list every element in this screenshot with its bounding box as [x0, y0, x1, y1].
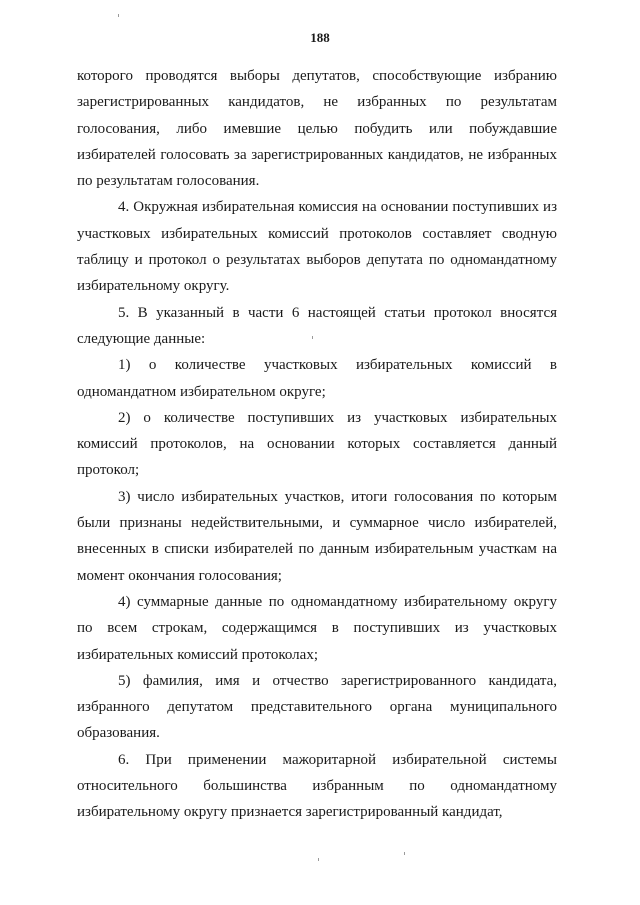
paragraph-subitem-4: 4) суммарные данные по одномандатному избирательному округу по всем строкам, содержащимся в поступивших из участковых избирательных комиссий протоколах; — [77, 593, 557, 663]
scan-speck — [404, 852, 405, 855]
paragraph-subitem-2: 2) о количестве поступивших из участковых избирательных комиссий протоколов, на основании которых составляется данный протокол; — [77, 409, 557, 479]
paragraph-subitem-5: 5) фамилия, имя и отчество зарегистрированного кандидата, избранного депутатом представительного органа муниципального образования. — [77, 672, 557, 742]
scan-speck — [118, 14, 119, 17]
paragraph-item-6: 6. При применении мажоритарной избирательной системы относительного большинства избранным по одномандатному избирательному округу признается зарегистрированный кандидат, — [77, 751, 557, 821]
document-body — [77, 63, 557, 826]
page-number: 188 — [310, 30, 330, 45]
paragraph-subitem-1: 1) о количестве участковых избирательных комиссий в одномандатном избирательном округе; — [77, 357, 557, 400]
paragraph-item-5: 5. В указанный в части 6 настоящей статьи протокол вносятся следующие данные: — [77, 304, 557, 347]
paragraph-continuation: которого проводятся выборы депутатов, способствующие избранию зарегистрированных кандидатов, не избранных по результатам голосования, либо имевшие целью побудить или побуждавшие избирателей голосовать за зарегистрированных кандидатов, не избранных по результатам голосования. — [77, 68, 557, 190]
scan-speck — [318, 858, 319, 861]
paragraph-item-4: 4. Окружная избирательная комиссия на основании поступивших из участковых избирательных комиссий протоколов составляет сводную таблицу и протокол о результатах выборов депутата по одномандатному избирательному округу. — [77, 199, 557, 295]
paragraph-subitem-3: 3) число избирательных участков, итоги голосования по которым были признаны недействительными, и суммарное число избирателей, внесенных в списки избирателей по данным избирательным участкам на момент окончания голосования; — [77, 488, 557, 584]
scan-speck — [312, 336, 313, 339]
